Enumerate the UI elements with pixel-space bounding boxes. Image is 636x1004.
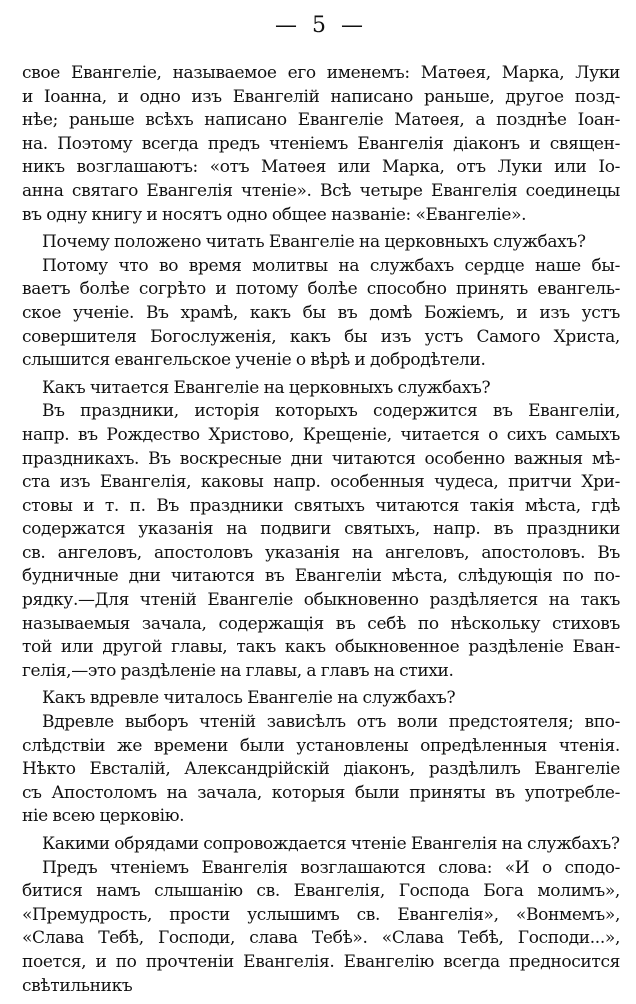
text-line: на. Поэтому всегда предъ чтеніемъ Евангелія діаконъ и священ- (22, 133, 620, 154)
text-line: будничные дни читаются въ Евангеліи мѣста, слѣдующія по по- (22, 566, 620, 587)
text-line: «Премудрость, прости услышимъ св. Евангелія», «Вонмемъ», (22, 904, 620, 925)
text-line: Предъ чтеніемъ Евангелія возглашаются слова: «И о сподо- (42, 857, 620, 878)
text-line: съ Апостоломъ на зачала, которыя были приняты въ употребле- (22, 782, 620, 803)
question-line: Какъ вдревле читалось Евангеліе на службахъ? (42, 688, 456, 709)
text-line: праздникахъ. Въ воскресные дни читаются особенно важныя мѣ- (22, 448, 620, 469)
text-line: битися намъ слышанію св. Евангелія, Господа Бога молимъ», (22, 881, 620, 902)
question-line: Почему положено читать Евангеліе на церковныхъ службахъ? (42, 232, 586, 253)
text-line: ніе всею церковію. (22, 806, 185, 827)
text-line: Нѣкто Евсталій, Александрійскій діаконъ, раздѣлилъ Евангеліе (22, 759, 620, 780)
text-line: той или другой главы, такъ какъ обыкновенное раздѣленіе Еван- (22, 637, 620, 658)
text-line: свое Евангеліе, называемое его именемъ: Матѳея, Марка, Луки (22, 63, 620, 83)
text-line: Вдревле выборъ чтеній зависѣлъ отъ воли предстоятеля; впо- (42, 712, 620, 733)
text-line: анна святаго Евангелія чтеніе». Всѣ четыре Евангелія соединецы (22, 180, 620, 201)
text-line: стовы и т. п. Въ праздники святыхъ читаются такія мѣста, гдѣ (22, 495, 620, 516)
text-line: св. ангеловъ, апостоловъ указанія на ангеловъ, апостоловъ. Въ (22, 542, 620, 563)
page-number: — 5 — (275, 13, 367, 38)
text-line: содержатся указанія на подвиги святыхъ, напр. въ праздники (22, 519, 620, 540)
text-line: ское ученіе. Въ храмѣ, какъ бы въ домѣ Божіемъ, и изъ устъ (22, 302, 620, 323)
text-line: называемыя зачала, содержащія въ себѣ по нѣскольку стиховъ (22, 613, 620, 634)
text-line: поется, и по прочтеніи Евангелія. Евангелію всегда предносится (22, 951, 620, 972)
question-line: Какъ читается Евангеліе на церковныхъ службахъ? (42, 377, 491, 398)
page-text (22, 62, 620, 998)
text-line: Потому что во время молитвы на службахъ сердце наше бы- (42, 255, 620, 276)
text-line: въ одну книгу и носятъ одно общее названіе: «Евангеліе». (22, 204, 527, 225)
text-line: совершителя Богослуженія, какъ бы изъ устъ Самого Христа, (22, 326, 620, 347)
text-line: никъ возглашаютъ: «отъ Матѳея или Марка, отъ Луки или Іо- (22, 157, 620, 178)
text-line: ваетъ болѣе согрѣто и потому болѣе способно принять евангель- (22, 279, 620, 300)
text-line: и Іоанна, и одно изъ Евангелій написано раньше, другое позд- (22, 86, 620, 107)
text-line: напр. въ Рождество Христово, Крещеніе, читается о сихъ самыхъ (22, 424, 620, 445)
text-line: гелія,—это раздѣленіе на главы, а главъ на стихи. (22, 660, 454, 681)
text-line: «Слава Тебѣ, Господи, слава Тебѣ». «Слава Тебѣ, Господи...», (22, 928, 620, 949)
text-line: Въ праздники, исторія которыхъ содержится въ Евангеліи, (42, 401, 620, 422)
text-line: нѣе; раньше всѣхъ написано Евангеліе Матѳея, а позднѣе Іоан- (22, 110, 620, 131)
text-line: ста изъ Евангелія, каковы напр. особенныя чудеса, притчи Хри- (22, 472, 620, 493)
text-line: рядку.—Для чтеній Евангеліе обыкновенно раздѣляется на такъ (22, 590, 620, 611)
text-line: слѣдствіи же времени были установлены опредѣленныя чтенія. (22, 735, 620, 756)
question-line: Какими обрядами сопровождается чтеніе Евангелія на службахъ? (42, 834, 620, 854)
text-line: слышится евангельское ученіе о вѣрѣ и добродѣтели. (22, 350, 486, 371)
text-line: свѣтильникъ (22, 975, 133, 996)
